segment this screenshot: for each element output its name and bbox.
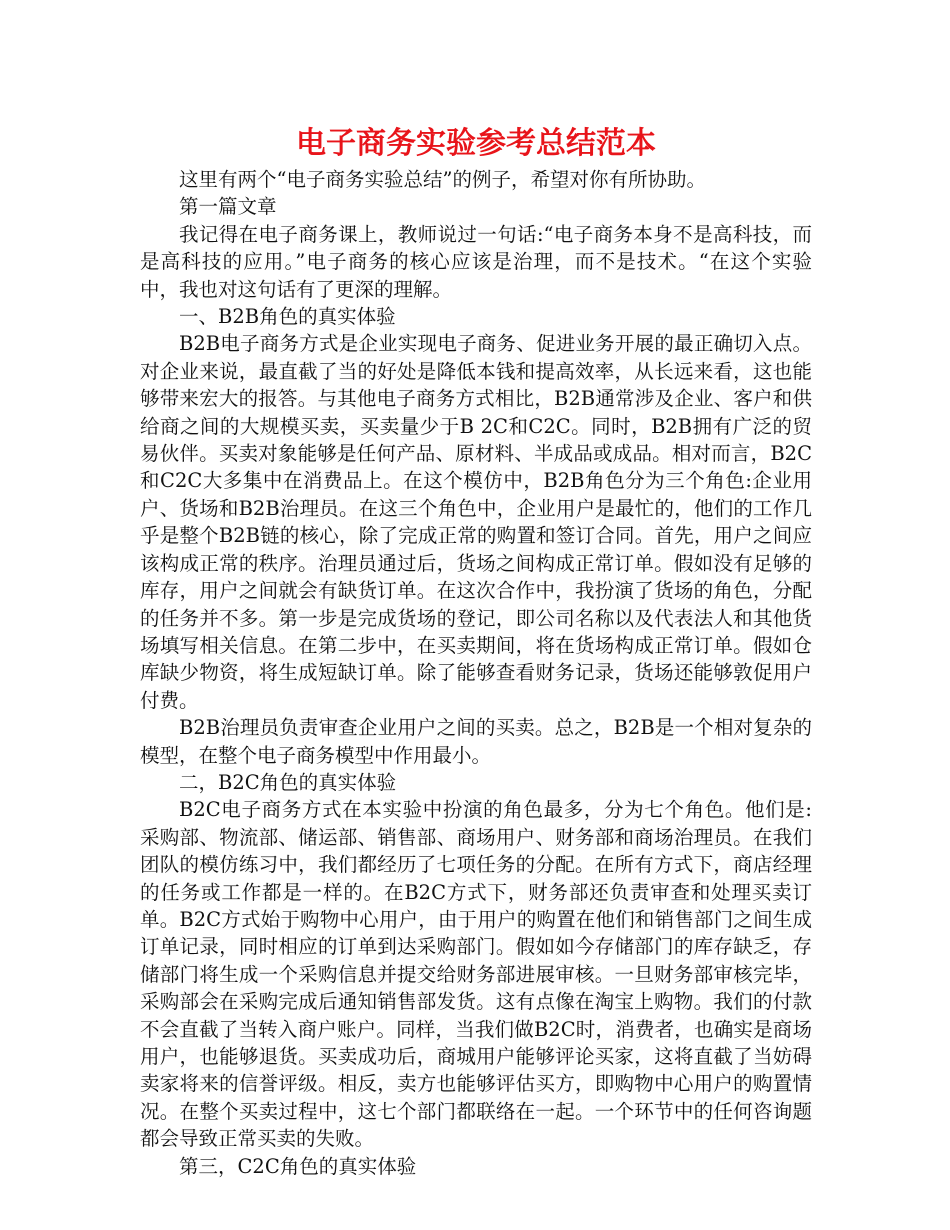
intro-paragraph: 这里有两个“电子商务实验总结”的例子，希望对你有所协助。 [179,168,706,191]
body-paragraph: B2B电子商务方式是企业实现电子商务、促进业务开展的最正确切入点。对企业来说，最直截了当的好处是降低本钱和提高效率，从长远来看，这也能够带来宏大的报答。与其他电子商务方式相比，B2B通常涉及企业、客户和供给商之间的大规模买卖，买卖量少于B 2C和C2C。同时，B2B拥有广泛的贸易伙伴。买卖对象能够是任何产品、原材料、半成品或成品。相对而言，B2C和C2C大多集中在消费品上。在这个模仿中，B2B角色分为三个角色:企业用户、货场和B2B治理员。在这三个角色中，企业用户是最忙的，他们的工作几乎是整个B2B链的核心，除了完成正常的购置和签订合同。首先，用户之间应该构成正常的秩序。治理员通过后，货场之间构成正常订单。假如没有足够的库存，用户之间就会有缺货订单。在这次合作中，我扮演了货场的角色，分配的任务并不多。第一步是完成货场的登记，即公司名称以及代表法人和其他货场填写相关信息。在第二步中，在买卖期间，将在货场构成正常订单。假如仓库缺少物资，将生成短缺订单。除了能够查看财务记录，货场还能够敦促用户付费。 [140,332,812,712]
body-paragraph: 我记得在电子商务课上，教师说过一句话:“电子商务本身不是高科技，而是高科技的应用。”电子商务的核心应该是治理，而不是技术。“在这个实验中，我也对这句话有了更深的理解。 [140,222,812,301]
section-heading-b2b: 一、B2B角色的真实体验 [179,305,396,329]
body-paragraph: B2B治理员负责审查企业用户之间的买卖。总之，B2B是一个相对复杂的模型，在整个电子商务模型中作用最小。 [140,716,812,767]
document-title: 电子商务实验参考总结范本 [296,126,656,161]
section-heading-first-article: 第一篇文章 [179,195,277,219]
body-paragraph: B2C电子商务方式在本实验中扮演的角色最多，分为七个角色。他们是:采购部、物流部、储运部、销售部、商场用户、财务部和商场治理员。在我们团队的模仿练习中，我们都经历了七项任务的分配。在所有方式下，商店经理的任务或工作都是一样的。在B2C方式下，财务部还负责审查和处理买卖订单。B2C方式始于购物中心用户，由于用户的购置在他们和销售部门之间生成订单记录，同时相应的订单到达采购部门。假如如今存储部门的库存缺乏，存储部门将生成一个采购信息并提交给财务部进展审核。一旦财务部审核完毕，采购部会在采购完成后通知销售部发货。这有点像在淘宝上购物。我们的付款不会直截了当转入商户账户。同样，当我们做B2C时，消费者，也确实是商场用户，也能够退货。买卖成功后，商城用户能够评论买家，这将直截了当妨碍卖家将来的信誉评级。相反，卖方也能够评估买方，即购物中心用户的购置情况。在整个买卖过程中，这七个部门都联络在一起。一个环节中的任何咨询题都会导致正常买卖的失败。 [140,798,812,1151]
section-heading-b2c: 二，B2C角色的真实体验 [179,770,397,794]
document-page [140,122,812,1180]
section-heading-c2c: 第三，C2C角色的真实体验 [179,1154,417,1178]
